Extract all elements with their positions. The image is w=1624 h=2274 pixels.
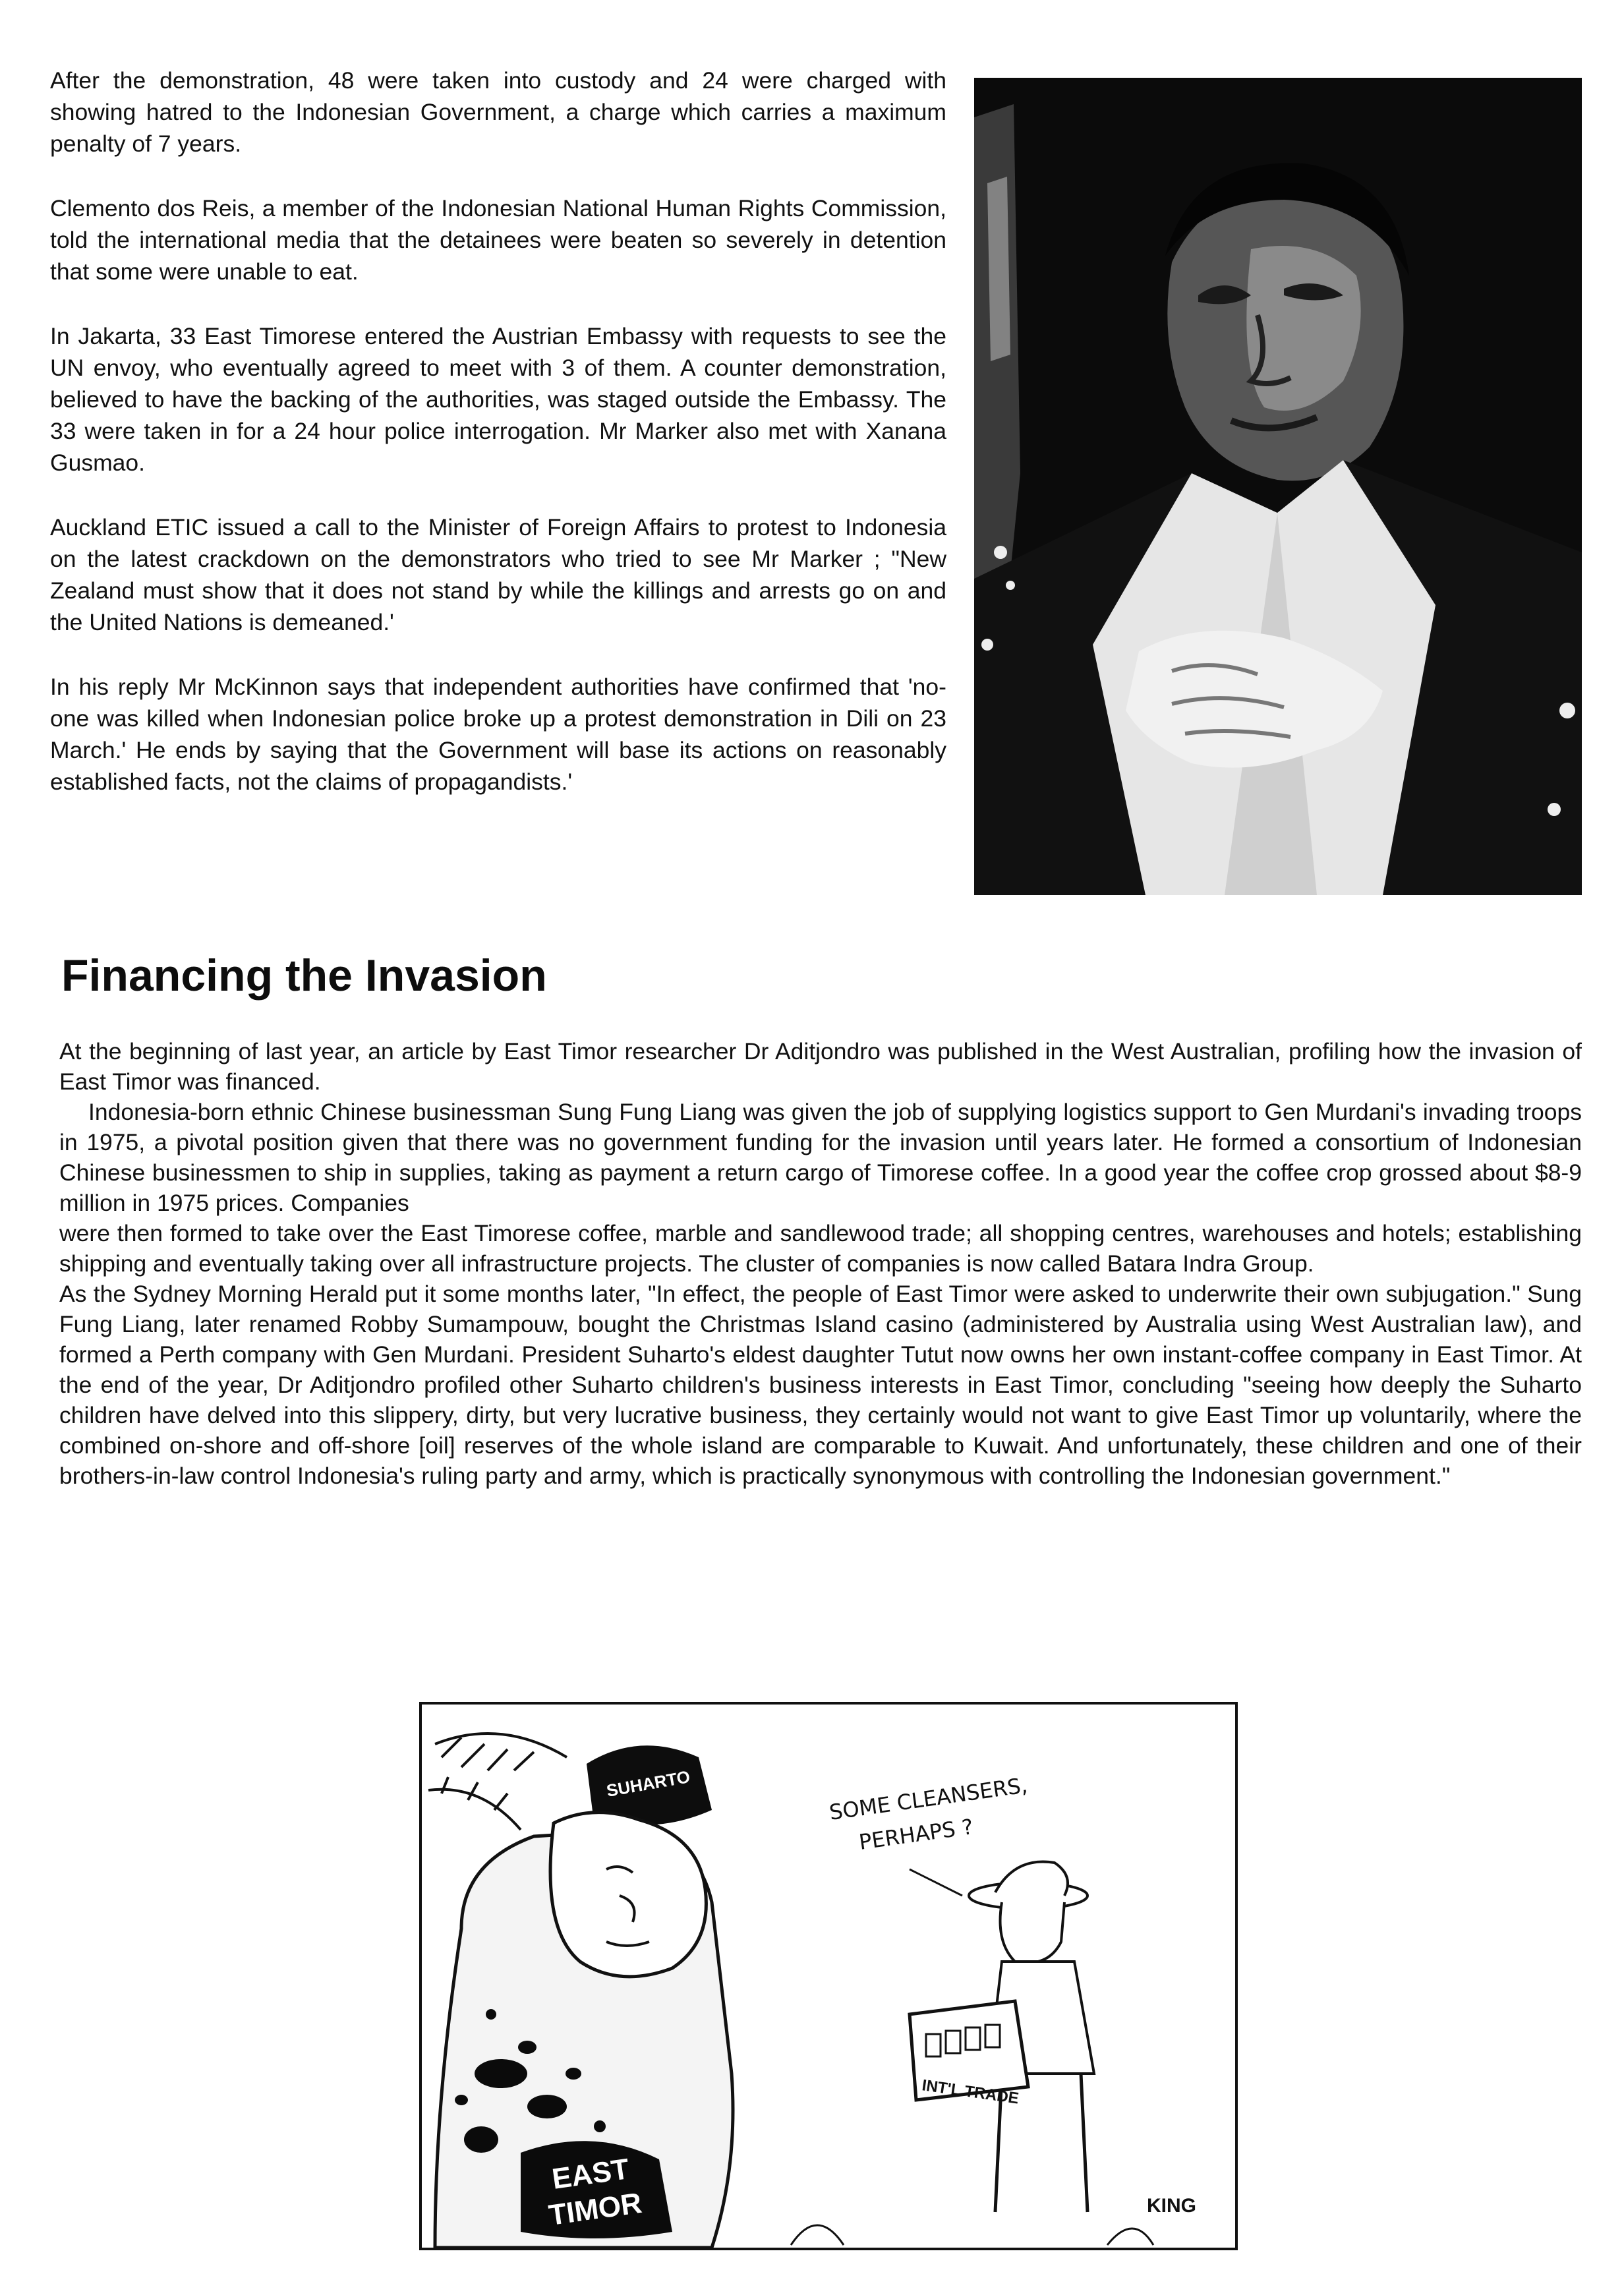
paragraph: In his reply Mr McKinnon says that independent authorities have confirmed that 'no-one was killed when Indonesian police broke up a protest demonstration in Dili on 23 March.' He ends by saying that the Government will base its actions on reasonably established facts, not the claims of propagandists.' xyxy=(50,674,946,795)
paragraph: At the beginning of last year, an article by East Timor researcher Dr Aditjondro was published in the West Australian, profiling how the invasion of East Timor was financed. xyxy=(59,1038,1582,1095)
speech-line-2: PERHAPS ? xyxy=(857,1814,975,1855)
paragraph: were then formed to take over the East Timorese coffee, marble and sandlewood trade; all shopping centres, warehouses and hotels; establishing shipping and eventually taking over all infrastructure projects. The cluster of companies is now called Batara Indra Group. xyxy=(59,1220,1582,1277)
top-text-column xyxy=(50,65,946,831)
apron-label-line2: TIMOR xyxy=(546,2186,644,2232)
apron-label-line1: EAST xyxy=(550,2153,631,2196)
paragraph: In Jakarta, 33 East Timorese entered the Austrian Embassy with requests to see the UN envoy, who eventually agreed to meet with 3 of them. A counter demonstration, believed to have the backing of the authorities, was staged outside the Embassy. The 33 were taken in for a 24 hour police interrogation. Mr Marker also met with Xanana Gusmao. xyxy=(50,323,946,476)
speech-line-1: SOME CLEANSERS, xyxy=(827,1772,1030,1825)
section-heading: Financing the Invasion xyxy=(61,950,547,1001)
artist-signature: KING xyxy=(1147,2195,1196,2217)
paragraph: As the Sydney Morning Herald put it some months later, "In effect, the people of East Timor were asked to underwrite their own subjugation." Sung Fung Liang, later renamed Robby Sumampouw, bought the Christmas Island casino (administered by Australia using West Australian law), and formed a Perth company with Gen Murdani. President Suharto's eldest daughter Tutut now owns her own instant-coffee company in East Timor. At the end of the year, Dr Aditjondro profiled other Suharto children's business interests in East Timor, concluding "seeing how deeply the Suharto children have delved into this slippery, dirty, but very lucrative business, they certainly would not want to give East Timor up voluntarily, where the combined on-shore and off-shore [oil] reserves of the whole island are comparable to Kuwait. And unfortunately, these children and one of their brothers-in-law control Indonesia's ruling party and army, which is practically synonymous with controlling the Indonesian government." xyxy=(59,1281,1582,1489)
portrait-photo xyxy=(974,78,1582,895)
palm-fronds xyxy=(428,1734,567,1830)
hat-label: SUHARTO xyxy=(604,1766,692,1801)
editorial-cartoon xyxy=(419,1702,1238,2250)
paragraph: Auckland ETIC issued a call to the Minister of Foreign Affairs to protest to Indonesia on the latest crackdown on the demonstrators who tried to see Mr Marker ; "New Zealand must show that it does not stand by while the killings and arrests go on and the United Nations is demeaned.' xyxy=(50,514,946,635)
paragraph: Clemento dos Reis, a member of the Indonesian National Human Rights Commission, told the international media that the detainees were beaten so severely in detention that some were unable to eat. xyxy=(50,195,946,285)
tray-label: INT'L TRADE xyxy=(921,2076,1020,2108)
paragraph: After the demonstration, 48 were taken into custody and 24 were charged with showing hatred to the Indonesian Government, a charge which carries a maximum penalty of 7 years. xyxy=(50,67,946,157)
paragraph: Indonesia-born ethnic Chinese businessman Sung Fung Liang was given the job of supplying logistics support to Gen Murdani's invading troops in 1975, a pivotal position given that there was no government funding for the invasion until years later. He formed a consortium of Indonesian Chinese businessmen to ship in supplies, taking as payment a return cargo of Timorese coffee. In a good year the coffee crop grossed about $8-9 million in 1975 prices. Companies xyxy=(59,1099,1582,1216)
article-body xyxy=(59,1036,1582,1491)
